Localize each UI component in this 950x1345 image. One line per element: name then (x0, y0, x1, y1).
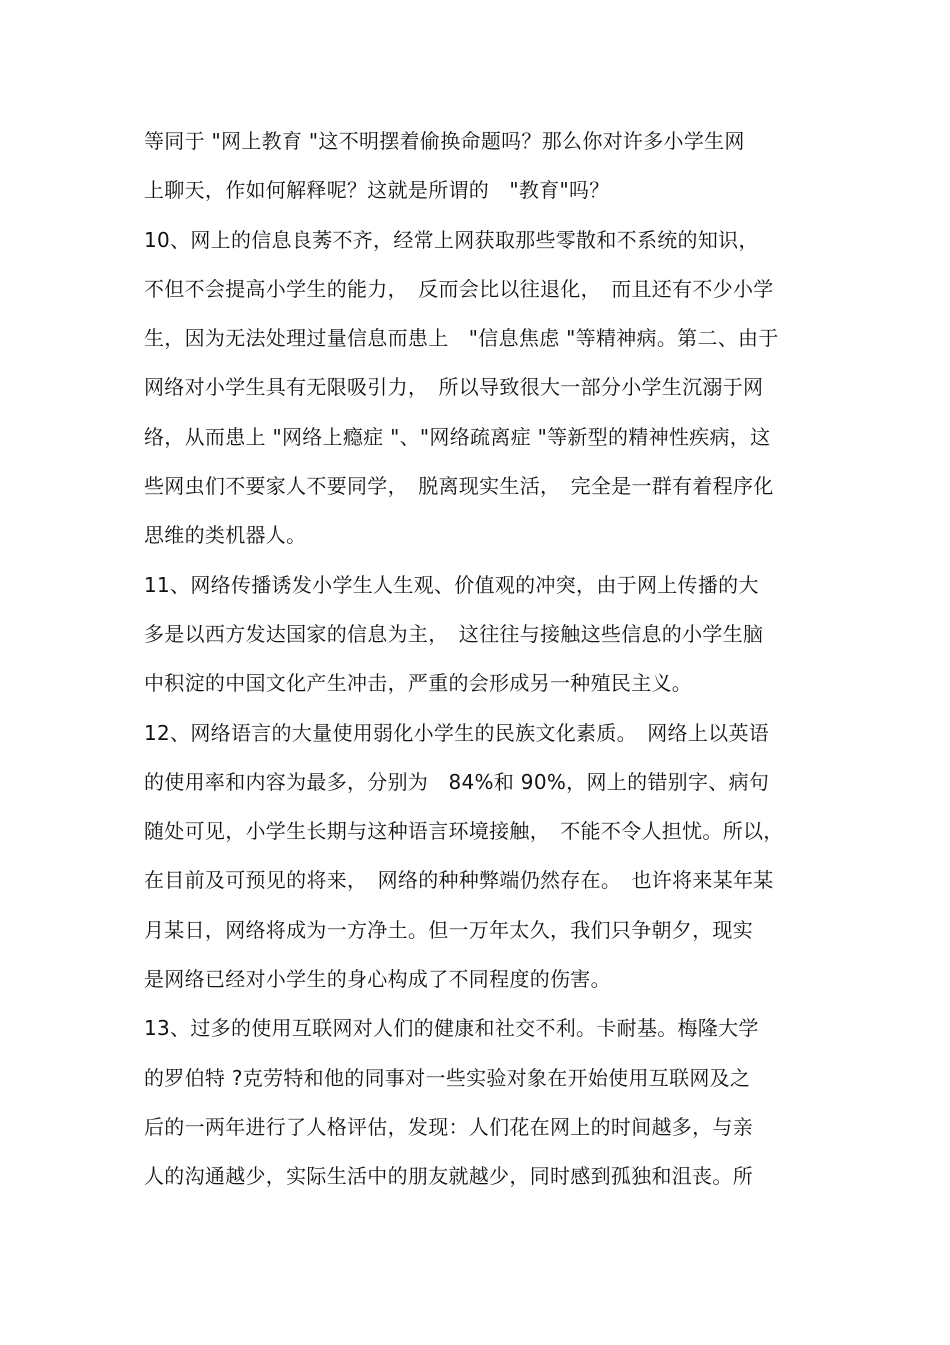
text-line: 人的沟通越少，实际生活中的朋友就越少，同时感到孤独和沮丧。所 (144, 1164, 753, 1189)
text-line: 的使用率和内容为最多，分别为 84%和 90%，网上的错别字、病句 (144, 769, 770, 794)
text-line: 等同于 "网上教育 "这不明摆着偷换命题吗？那么你对许多小学生网 (144, 129, 745, 153)
text-line: 12、网络语言的大量使用弱化小学生的民族文化素质。 网络上以英语 (144, 720, 770, 745)
text-line: 后的一两年进行了人格评估，发现：人们花在网上的时间越多，与亲 (144, 1114, 753, 1139)
text-line: 生，因为无法处理过量信息而患上 "信息焦虑 "等精神病。第二、由于 (144, 326, 779, 351)
text-line: 不但不会提高小学生的能力， 反而会比以往退化， 而且还有不少小学 (144, 276, 774, 301)
text-line: 11、网络传播诱发小学生人生观、价值观的冲突，由于网上传播的大 (144, 572, 759, 597)
text-line: 是网络已经对小学生的身心构成了不同程度的伤害。 (144, 967, 611, 992)
text-line: 些网虫们不要家人不要同学， 脱离现实生活， 完全是一群有着程序化 (144, 474, 774, 499)
text-line: 络，从而患上 "网络上瘾症 "、"网络疏离症 "等新型的精神性疾病，这 (144, 424, 771, 449)
text-line: 上聊天，作如何解释呢？这就是所谓的 "教育"吗？ (144, 178, 610, 203)
text-line: 思维的类机器人。 (144, 523, 307, 548)
text-line: 多是以西方发达国家的信息为主， 这往往与接触这些信息的小学生脑 (144, 621, 764, 646)
text-line: 月某日，网络将成为一方净土。但一万年太久，我们只争朝夕，现实 (144, 917, 753, 942)
text-line: 10、网上的信息良莠不齐，经常上网获取那些零散和不系统的知识， (144, 227, 759, 252)
text-line: 的罗伯特 ?克劳特和他的同事对一些实验对象在开始使用互联网及之 (144, 1065, 751, 1090)
text-line: 随处可见，小学生长期与这种语言环境接触， 不能不令人担忧。所以， (144, 819, 784, 844)
text-line: 在目前及可预见的将来， 网络的种种弊端仍然存在。 也许将来某年某 (144, 868, 774, 893)
text-line: 13、过多的使用互联网对人们的健康和社交不利。卡耐基。梅隆大学 (144, 1016, 759, 1041)
text-line: 中积淀的中国文化产生冲击，严重的会形成另一种殖民主义。 (144, 671, 693, 696)
body-text (144, 121, 824, 1206)
text-line: 网络对小学生具有无限吸引力， 所以导致很大一部分小学生沉溺于网 (144, 375, 764, 400)
